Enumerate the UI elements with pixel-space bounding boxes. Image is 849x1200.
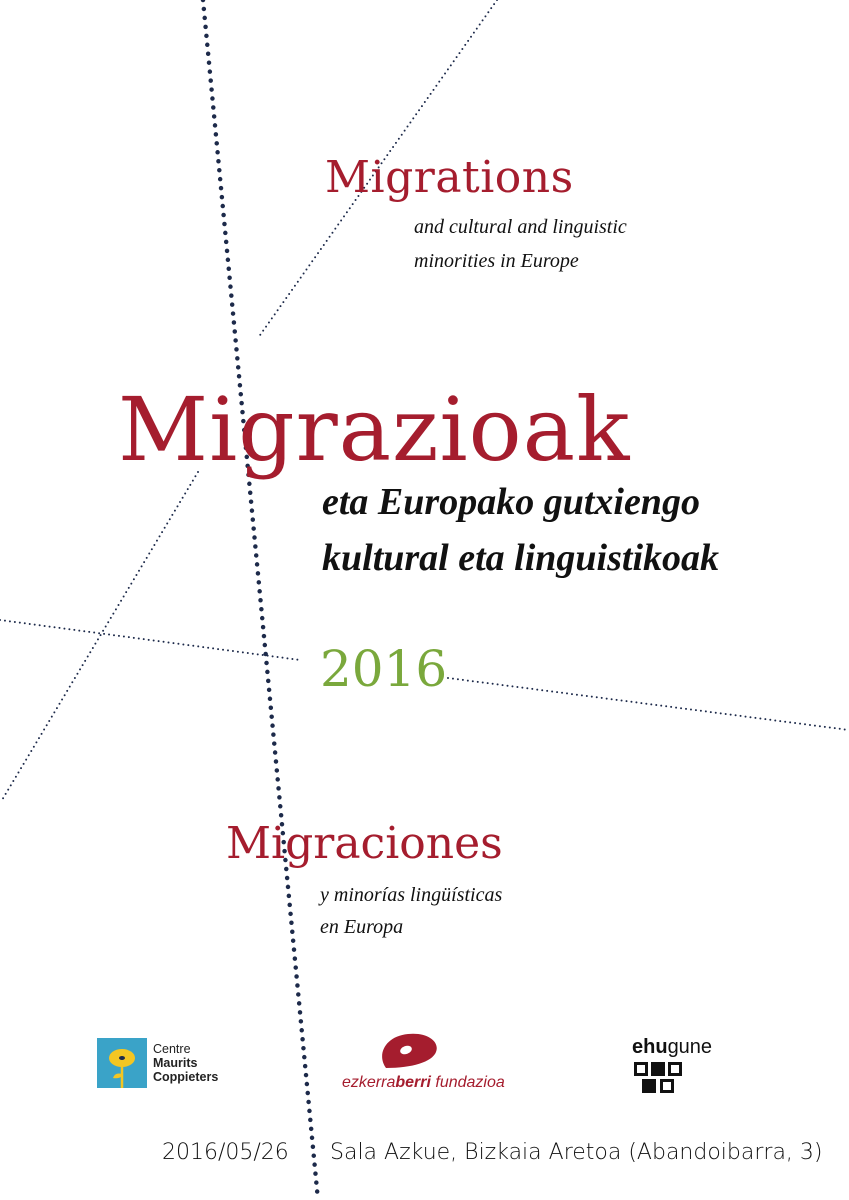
ezk-part2: berri [395, 1074, 431, 1091]
basque-subtitle-line1: eta Europako gutxiengo [322, 481, 700, 523]
basque-subtitle-line2: kultural eta linguistikoak [322, 537, 719, 579]
english-subtitle-line2: minorities in Europe [414, 250, 579, 272]
ezkerraberri-wordmark [342, 1074, 505, 1092]
ezk-part3: fundazioa [430, 1074, 505, 1091]
event-venue: Sala Azkue, Bizkaia Aretoa (Abandoibarra, 3) [330, 1140, 823, 1165]
event-date: 2016/05/26 [162, 1140, 289, 1165]
basque-title: Migrazioak [118, 378, 631, 481]
english-subtitle-line1: and cultural and linguistic [414, 216, 627, 238]
ehugune-logo [632, 1036, 772, 1096]
spanish-subtitle-line2: en Europa [320, 916, 404, 938]
cmc-line3: Coppieters [153, 1070, 219, 1084]
flower-icon [97, 1038, 147, 1088]
year: 2016 [320, 640, 448, 698]
cmc-line2: Maurits [153, 1056, 198, 1070]
ezkerraberri-emblem-icon [340, 1028, 500, 1074]
ehu-part2: gune [667, 1036, 713, 1058]
dotted-line-bold [203, 0, 318, 1200]
ehugune-wordmark [632, 1036, 712, 1059]
centre-maurits-coppieters-logo [97, 1038, 247, 1094]
ehu-emblem-icon [634, 1062, 682, 1094]
spanish-subtitle-line1: y minorías lingüísticas [320, 884, 503, 906]
spanish-title: Migraciones [226, 818, 503, 869]
cmc-line1: Centre [153, 1042, 191, 1056]
cmc-name [153, 1042, 218, 1084]
ezk-part1: ezkerra [342, 1074, 396, 1091]
ezkerraberri-fundazioa-logo [340, 1028, 505, 1096]
english-title: Migrations [325, 152, 574, 203]
ehu-part1: ehu [632, 1036, 668, 1058]
